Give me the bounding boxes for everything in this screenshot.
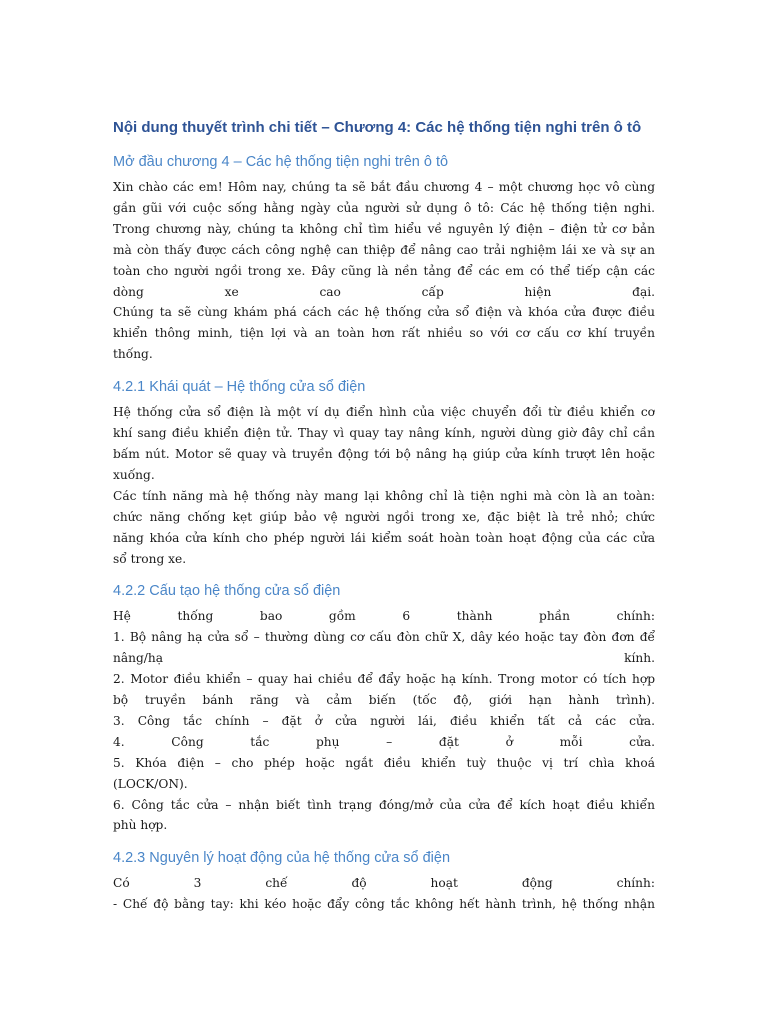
body-line: Chúng ta sẽ cùng khám phá cách các hệ thống cửa sổ điện và khóa cửa được điều [113,305,655,320]
section-heading-principle: 4.2.3 Nguyên lý hoạt động của hệ thống cửa sổ điện [113,850,451,867]
body-line: (LOCK/ON). [113,776,188,791]
body-line: sổ trong xe. [113,551,187,566]
body-line: 1. Bộ nâng hạ cửa sổ – thường dùng cơ cấu đòn chữ X, dây kéo hoặc tay đòn đơn để [113,630,655,645]
body-line: bấm nút. Motor sẽ quay và truyền động tới bộ nâng hạ giúp cửa kính trượt lên hoặc [113,446,655,461]
body-line: 2. Motor điều khiển – quay hai chiều để đẩy hoặc hạ kính. Trong motor có tích hợp [113,672,655,687]
body-line: 5. Khóa điện – cho phép hoặc ngắt điều khiển tuỳ thuộc vị trí chìa khoá [113,755,655,770]
body-line: - Chế độ bằng tay: khi kéo hoặc đẩy công tắc không hết hành trình, hệ thống nhận [113,897,655,912]
body-line: mà còn thấy được cách công nghệ can thiệp để nâng cao trải nghiệm lái xe và sự an [113,242,655,257]
body-line: 6. Công tắc cửa – nhận biết tình trạng đóng/mở của cửa để kích hoạt điều khiển [113,797,655,812]
body-line: Hệ thống bao gồm 6 thành phần chính: [113,609,655,624]
document-title: Nội dung thuyết trình chi tiết – Chương 4: Các hệ thống tiện nghi trên ô tô [113,119,642,136]
body-line: chức năng chống kẹt giúp bảo vệ người ngồi trong xe, đặc biệt là trẻ nhỏ; chức [113,509,655,524]
body-line: Có 3 chế độ hoạt động chính: [113,876,655,891]
body-line: khiển thông minh, tiện lợi và an toàn hơn rất nhiều so với cơ cấu cơ khí truyền [113,326,655,341]
body-line: thống. [113,347,153,362]
section-heading-overview: 4.2.1 Khái quát – Hệ thống cửa sổ điện [113,379,366,396]
section-body-intro [113,177,655,365]
body-line: Trong chương này, chúng ta không chỉ tìm hiểu về nguyên lý điện – điện tử cơ bản [113,221,655,236]
body-line: toàn cho người ngồi trong xe. Đây cũng là nền tảng để các em có thể tiếp cận các [113,263,655,278]
body-line: 4. Công tắc phụ – đặt ở mỗi cửa. [113,734,655,749]
section-body-principle [113,873,655,915]
section-body-structure [113,606,655,836]
body-line: xuống. [113,467,155,482]
body-line: khí sang điều khiển điện tử. Thay vì quay tay nâng kính, người dùng giờ đây chỉ cần [113,426,655,441]
body-line: Hệ thống cửa sổ điện là một ví dụ điển hình của việc chuyển đổi từ điều khiển cơ [113,405,655,420]
body-line: 3. Công tắc chính – đặt ở cửa người lái, điều khiển tất cả các cửa. [113,713,655,728]
document-page [113,118,655,915]
body-line: gần gũi với cuộc sống hằng ngày của người sử dụng ô tô: Các hệ thống tiện nghi. [113,200,655,215]
body-line: Các tính năng mà hệ thống này mang lại không chỉ là tiện nghi mà còn là an toàn: [113,488,655,503]
section-heading-structure: 4.2.2 Cấu tạo hệ thống cửa sổ điện [113,583,341,600]
body-line: bộ truyền bánh răng và cảm biến (tốc độ, giới hạn hành trình). [113,693,655,708]
body-line: dòng xe cao cấp hiện đại. [113,284,655,299]
body-line: phù hợp. [113,818,168,833]
section-body-overview [113,402,655,569]
body-line: năng khóa cửa kính cho phép người lái kiểm soát hoàn toàn hoạt động của các cửa [113,530,655,545]
section-heading-intro: Mở đầu chương 4 – Các hệ thống tiện nghi trên ô tô [113,154,449,170]
body-line: Xin chào các em! Hôm nay, chúng ta sẽ bắt đầu chương 4 – một chương học vô cùng [113,180,655,194]
body-line: nâng/hạ kính. [113,651,655,666]
